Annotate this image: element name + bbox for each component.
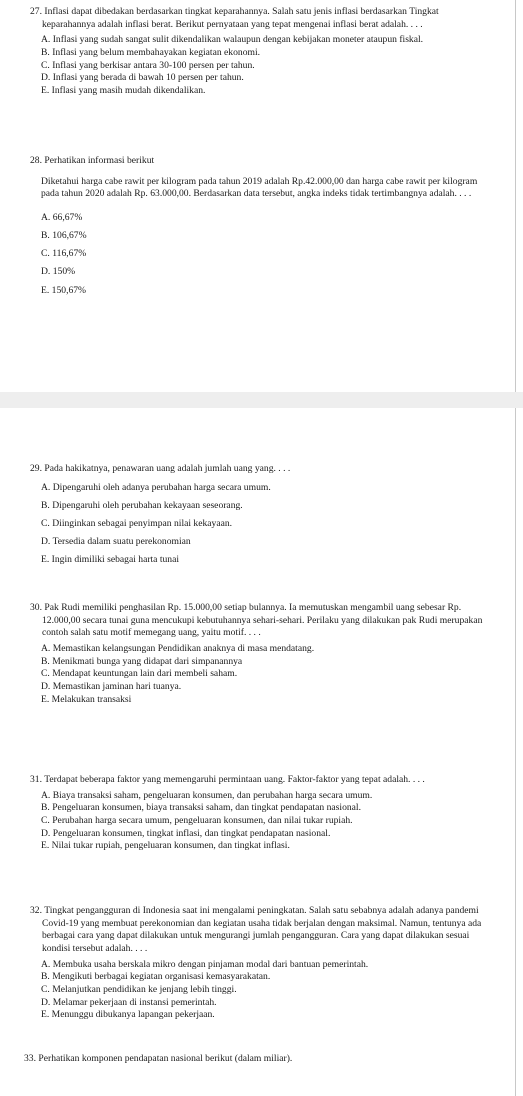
- option-e[interactable]: E. Inflasi yang masih mudah dikendalikan.: [41, 84, 206, 96]
- info-paragraph: Diketahui harga cabe rawit per kilogram pada tahun 2019 adalah Rp.42.000,00 dan harga cabe rawit per kilogram pada tahun 2020 adalah Rp. 63.000,00. Berdasarkan data tersebut, angka indeks tidak tertimbangnya adalah. . . .: [41, 175, 478, 200]
- question-number: 32.: [30, 905, 42, 916]
- question-number: 29.: [30, 463, 42, 474]
- option-e[interactable]: E. Menunggu dibukanya lapangan pekerjaan.: [41, 1009, 215, 1021]
- page-edge: [515, 408, 516, 1096]
- question-number: 28.: [30, 155, 42, 166]
- question-stem: [30, 6, 492, 31]
- question-number: 27.: [30, 6, 42, 17]
- option-b[interactable]: B. Inflasi yang belum membahayakan kegiatan ekonomi.: [41, 46, 261, 58]
- option-a[interactable]: A. Biaya transaksi saham, pengeluaran konsumen, dan perubahan harga secara umum.: [41, 789, 373, 801]
- option-a[interactable]: A. Inflasi yang sudah sangat sulit dikendalikan walaupun dengan kebijakan moneter ataupun fiskal.: [41, 34, 424, 46]
- option-c[interactable]: C. Diinginkan sebagai penyimpan nilai kekayaan.: [41, 517, 233, 529]
- options-list: [30, 643, 492, 706]
- question-text: Inflasi dapat dibedakan berdasarkan tingkat keparahannya. Salah satu jenis inflasi berdasarkan Tingkat keparahannya adalah inflasi berat. Berikut pernyataan yang tepat mengenai inflasi berat adalah. . . .: [42, 6, 439, 30]
- option-d[interactable]: D. Tersedia dalam suatu perekonomian: [41, 536, 191, 548]
- question-33: [24, 1053, 486, 1066]
- option-c[interactable]: C. Melanjutkan pendidikan ke jenjang lebih tinggi.: [41, 983, 237, 995]
- question-text: Pada hakikatnya, penawaran uang adalah jumlah uang yang. . . .: [44, 463, 291, 474]
- option-e[interactable]: E. Nilai tukar rupiah, pengeluaran konsumen, dan tingkat inflasi.: [41, 840, 290, 852]
- option-d[interactable]: D. 150%: [41, 266, 76, 278]
- option-b[interactable]: B. Mengikuti berbagai kegiatan organisasi kemasyarakatan.: [41, 971, 271, 983]
- question-32: [30, 905, 492, 1022]
- options-list: [30, 482, 492, 567]
- question-stem: [30, 463, 492, 476]
- question-stem: [30, 905, 492, 956]
- question-30: [30, 602, 492, 706]
- question-text: Pak Rudi memiliki penghasilan Rp. 15.000,00 setiap bulannya. Ia memutuskan mengambil uang sebesar Rp. 12.000,00 secara tunai guna mencukupi kebutuhannya sehari-sehari. Perilaku yang dilakukan pak Rudi merupakan contoh salah satu motif memegang uang, yaitu motif. . . .: [42, 602, 483, 639]
- question-text: Terdapat beberapa faktor yang memengaruhi permintaan uang. Faktor-faktor yang tepat adalah. . . .: [44, 774, 425, 785]
- options-list: [30, 790, 492, 853]
- option-c[interactable]: C. 116,67%: [41, 248, 87, 260]
- question-stem: [30, 602, 492, 640]
- option-d[interactable]: D. Inflasi yang berada di bawah 10 persen per tahun.: [41, 72, 244, 84]
- option-b[interactable]: B. 106,67%: [41, 230, 87, 242]
- options-list: [30, 959, 492, 1022]
- page-edge: [515, 0, 516, 392]
- question-31: [30, 774, 492, 853]
- option-c[interactable]: C. Inflasi yang berkisar antara 30-100 persen per tahun.: [41, 59, 255, 71]
- option-c[interactable]: C. Mendapat keuntungan lain dari membeli saham.: [41, 668, 238, 680]
- option-d[interactable]: D. Memastikan jaminan hari tuanya.: [41, 680, 182, 692]
- options-list: [30, 212, 492, 297]
- option-e[interactable]: E. 150,67%: [41, 284, 87, 296]
- question-text: Perhatikan komponen pendapatan nasional berikut (dalam miliar).: [38, 1053, 293, 1064]
- option-a[interactable]: A. Dipengaruhi oleh adanya perubahan harga secara umum.: [41, 481, 271, 493]
- question-number: 30.: [30, 602, 42, 613]
- option-a[interactable]: A. Membuka usaha berskala mikro dengan pinjaman modal dari bantuan pemerintah.: [41, 958, 369, 970]
- options-list: [30, 34, 492, 97]
- question-stem: [30, 155, 492, 168]
- question-27: [30, 6, 492, 98]
- option-a[interactable]: A. Memastikan kelangsungan Pendidikan anaknya di masa mendatang.: [41, 642, 315, 654]
- page-separator: [0, 392, 523, 408]
- question-text: Perhatikan informasi berikut: [44, 155, 155, 166]
- question-number: 31.: [30, 774, 42, 785]
- option-d[interactable]: D. Melamar pekerjaan di instansi pemerintah.: [41, 996, 217, 1008]
- question-stem: [30, 774, 492, 787]
- option-e[interactable]: E. Melakukan transaksi: [41, 693, 132, 705]
- option-d[interactable]: D. Pengeluaran konsumen, tingkat inflasi, dan tingkat pendapatan nasional.: [41, 827, 331, 839]
- option-b[interactable]: B. Menikmati bunga yang didapat dari simpanannya: [41, 655, 243, 667]
- question-29: [30, 463, 492, 572]
- question-stem: [24, 1053, 486, 1066]
- option-a[interactable]: A. 66,67%: [41, 211, 83, 223]
- question-text: Tingkat pengangguran di Indonesia saat ini mengalami peningkatan. Salah satu sebabnya adalah adanya pandemi Covid-19 yang membuat perekonomian dan kegiatan usaha tidak berjalan dengan maksimal. Namun, tentunya ada berbagai cara yang dapat dilakukan untuk mengurangi jumlah pengangguran. Cara yang dapat dilakukan sesuai kondisi tersebut adalah. . . .: [42, 905, 482, 954]
- question-28: [30, 155, 492, 303]
- option-e[interactable]: E. Ingin dimiliki sebagai harta tunai: [41, 554, 180, 566]
- option-b[interactable]: B. Pengeluaran konsumen, biaya transaksi saham, dan tingkat pendapatan nasional.: [41, 802, 361, 814]
- question-number: 33.: [24, 1053, 36, 1064]
- option-c[interactable]: C. Perubahan harga secara umum, pengeluaran konsumen, dan nilai tukar rupiah.: [41, 814, 353, 826]
- option-b[interactable]: B. Dipengaruhi oleh perubahan kekayaan seseorang.: [41, 499, 243, 511]
